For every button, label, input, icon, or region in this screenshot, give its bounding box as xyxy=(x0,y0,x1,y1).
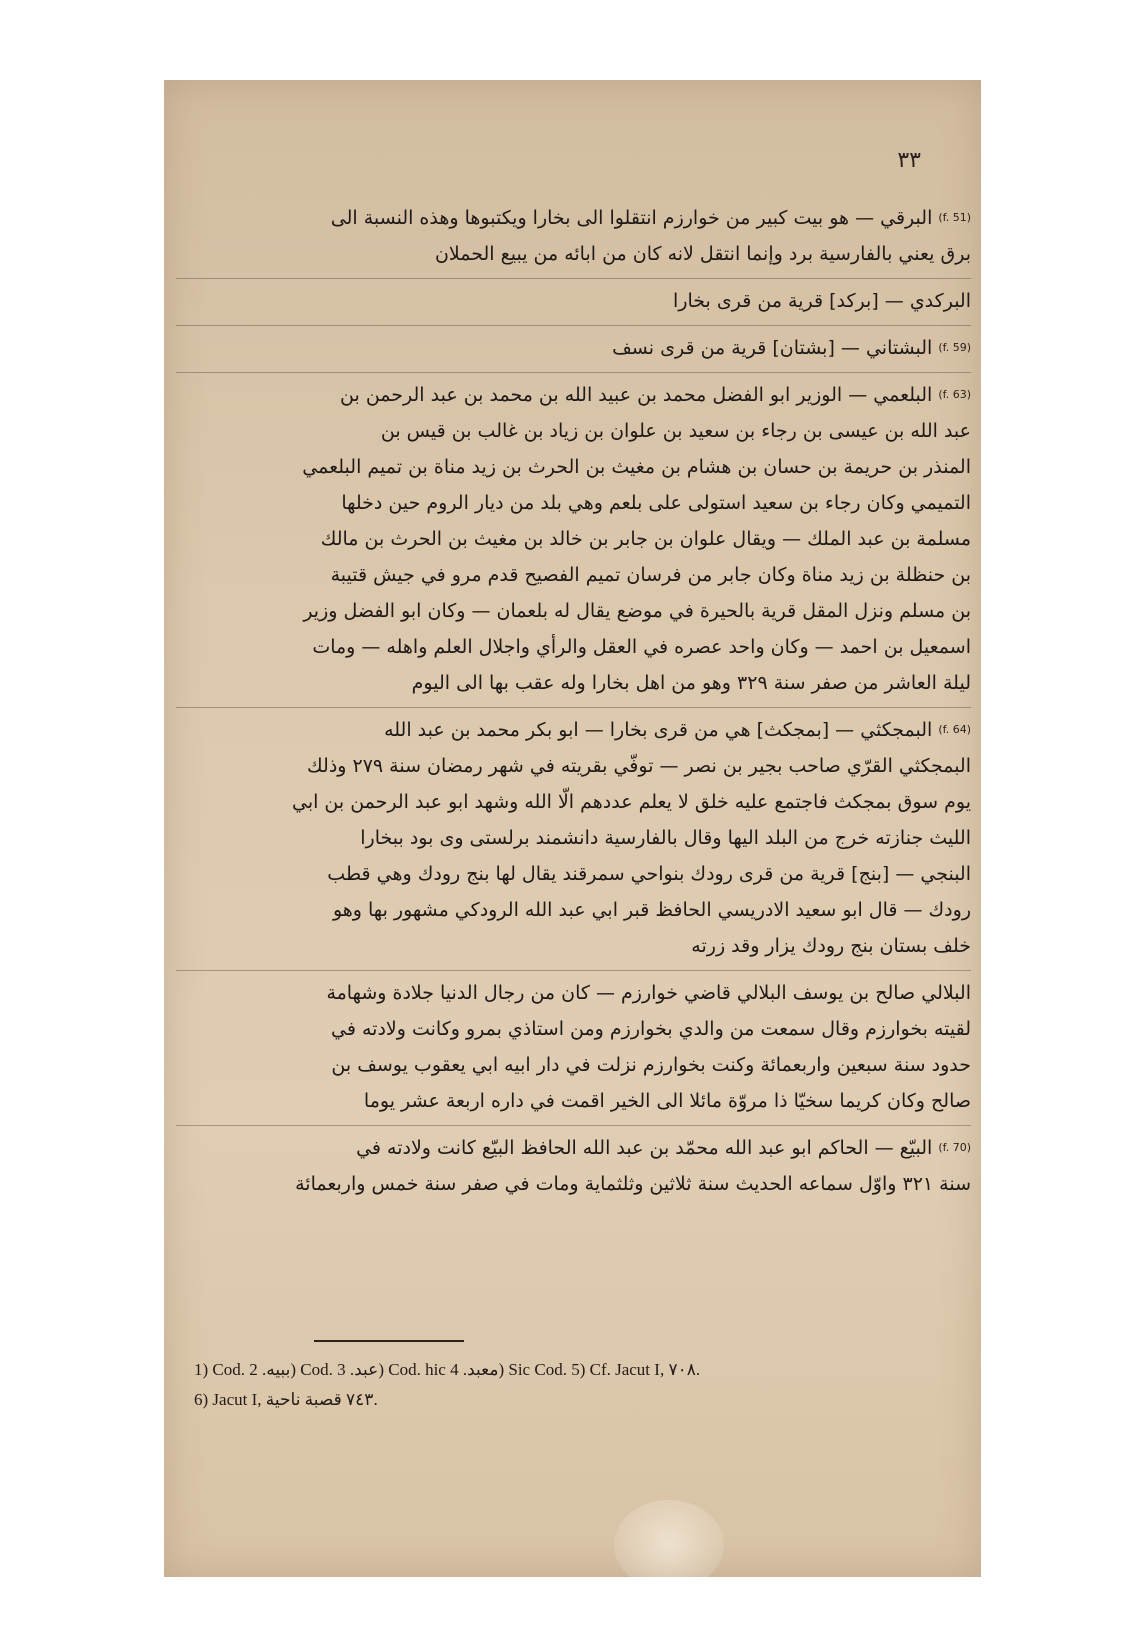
scanned-page xyxy=(164,80,981,1577)
text-line: سنة ٣٢١ واوّل سماعه الحديث سنة ثلاثين وثلثماية ومات في صفر سنة خمس واربعمائة xyxy=(295,1173,971,1195)
text-entry xyxy=(176,970,971,1119)
text-line: صالح وكان كريما سخيّا ذا مروّة مائلا الى الخير اقمت في داره اربعة عشر يوما xyxy=(363,1090,971,1112)
text-line: التميمي وكان رجاء بن سعيد استولى على بلعم وهي بلد من ديار الروم حين دخلها xyxy=(341,492,971,514)
text-line: بن حنظلة بن زيد مناة وكان جابر من فرسان تميم الفصيح قدم مرو في جيش قتيبة xyxy=(330,564,971,586)
footnotes xyxy=(194,1355,961,1415)
text-line: البركدي — [بركد] قرية من قرى بخارا xyxy=(673,290,971,312)
text-entry xyxy=(176,325,971,366)
text-entry xyxy=(176,278,971,319)
text-line: لقيته بخوارزم وقال سمعت من والدي بخوارزم ومن استاذي بمرو وكانت ولادته في xyxy=(331,1018,971,1040)
paper-stain xyxy=(614,1500,724,1577)
text-line: برق يعني بالفارسية برد وإنما انتقل لانه كان من ابائه من يبيع الحملان xyxy=(434,243,971,265)
text-line: حدود سنة سبعين واربعمائة وكنت بخوارزم نزلت في دار ابيه ابي يعقوب يوسف بن xyxy=(331,1054,971,1076)
text-line: البلعمي — الوزير ابو الفضل محمد بن عبيد الله بن محمد بن عبد الرحمن بن xyxy=(340,384,933,406)
folio-reference: (f. 64) xyxy=(938,723,971,736)
text-line: اسمعيل بن احمد — وكان واحد عصره في العقل والرأي واجلال العلم واهله — ومات xyxy=(312,636,971,658)
footnote-line: 6) Jacut I, ٧٤٣ قصبة ناحية. xyxy=(194,1390,378,1409)
text-line: البشتاني — [بشتان] قرية من قرى نسف xyxy=(612,337,933,359)
text-line: ليلة العاشر من صفر سنة ٣٢٩ وهو من اهل بخارا وله عقب بها الى اليوم xyxy=(411,672,971,694)
text-line: مسلمة بن عبد الملك — ويقال علوان بن جابر بن خالد بن مغيث بن الحرث بن مالك xyxy=(320,528,971,550)
folio-reference: (f. 70) xyxy=(938,1141,971,1154)
footnote-divider xyxy=(314,1340,464,1342)
text-line: الليث جنازته خرج من البلد اليها وقال بالفارسية دانشمند برلستى وى بود ببخارا xyxy=(360,827,971,849)
arabic-text-block xyxy=(176,200,971,1208)
folio-reference: (f. 59) xyxy=(938,341,971,354)
page-number: ٣٣ xyxy=(897,148,921,173)
text-entry xyxy=(176,707,971,964)
text-entry xyxy=(176,200,971,272)
text-line: البمجكثي — [بمجكث] هي من قرى بخارا — ابو بكر محمد بن عبد الله xyxy=(384,719,933,741)
text-line: البيّع — الحاكم ابو عبد الله محمّد بن عبد الله الحافظ البيّع كانت ولادته في xyxy=(356,1137,933,1159)
text-line: البمجكثي القرّي صاحب بجير بن نصر — توفّي بقريته في شهر رمضان سنة ٢٧٩ وذلك xyxy=(307,755,971,777)
folio-reference: (f. 63) xyxy=(938,388,971,401)
text-entry xyxy=(176,1125,971,1202)
folio-reference: (f. 51) xyxy=(938,211,971,224)
text-line: بن مسلم ونزل المقل قرية بالحيرة في موضع يقال له بلعمان — وكان ابو الفضل وزير xyxy=(303,600,971,622)
footnote-line: 1) Cod. ببيه. 2) Cod. عبد. 3) Cod. hic معبد. 4) Sic Cod. 5) Cf. Jacut I, ٧٠٨. xyxy=(194,1360,701,1379)
text-line: البلالي صالح بن يوسف البلالي قاضي خوارزم — كان من رجال الدنيا جلادة وشهامة xyxy=(326,982,971,1004)
text-line: رودك — قال ابو سعيد الادريسي الحافظ قبر ابي عبد الله الرودكي مشهور بها وهو xyxy=(332,899,971,921)
text-line: يوم سوق بمجكث فاجتمع عليه خلق لا يعلم عددهم الّا الله وشهد ابو عبد الرحمن بن ابي xyxy=(291,791,971,813)
text-line: البنجي — [بنج] قرية من قرى رودك بنواحي سمرقند يقال لها بنج رودك وهي قطب xyxy=(327,863,971,885)
text-line: المنذر بن حريمة بن حسان بن هشام بن مغيث بن الحرث بن زيد مناة بن تميم البلعمي xyxy=(302,456,971,478)
text-line: البرقي — هو بيت كبير من خوارزم انتقلوا الى بخارا ويكتبوها وهذه النسبة الى xyxy=(330,207,933,229)
text-line: خلف بستان بنج رودك يزار وقد زرته xyxy=(691,935,971,957)
text-entry xyxy=(176,372,971,701)
text-line: عبد الله بن عيسى بن رجاء بن سعيد بن علوان بن زياد بن غالب بن قيس بن xyxy=(380,420,971,442)
